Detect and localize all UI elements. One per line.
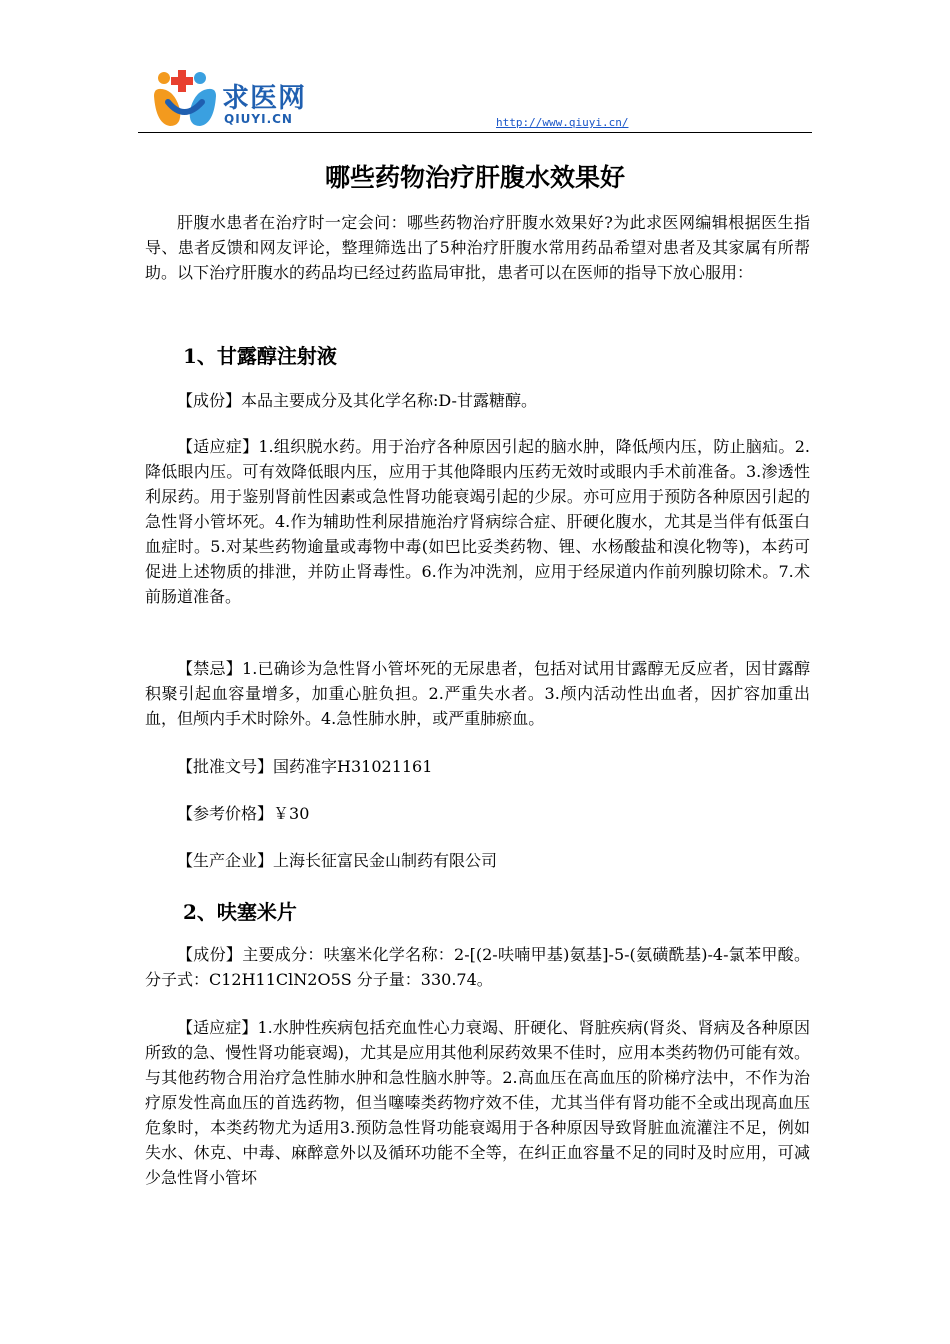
site-logo[interactable] bbox=[150, 66, 330, 132]
indications-label: 【适应症】 bbox=[177, 437, 259, 456]
price-text: ￥30 bbox=[273, 804, 310, 823]
indications-label: 【适应症】 bbox=[177, 1018, 258, 1037]
ingredients-text: 本品主要成分及其化学名称:D-甘露糖醇。 bbox=[241, 391, 537, 410]
logo-mark-icon bbox=[150, 66, 220, 132]
maker-label: 【生产企业】 bbox=[177, 851, 274, 870]
contraindications-text: 1.已确诊为急性肾小管坏死的无尿患者，包括对试用甘露醇无反应者，因甘露醇积聚引起血容量增多，加重心脏负担。2.严重失水者。3.颅内活动性出血者，因扩容加重出血，但颅内手术时除外。4.急性肺水肿，或严重肺瘀血。 bbox=[145, 659, 810, 728]
drug1-approval bbox=[145, 754, 810, 779]
drug1-indications bbox=[145, 434, 810, 609]
logo-chinese-text: 求医网 bbox=[222, 83, 306, 114]
approval-text: 国药准字H31021161 bbox=[273, 757, 433, 776]
drug1-ingredients bbox=[145, 388, 810, 413]
site-url-link[interactable]: http://www.qiuyi.cn/ bbox=[496, 116, 629, 129]
drug1-contraindications bbox=[145, 656, 810, 731]
page-title: 哪些药物治疗肝腹水效果好 bbox=[324, 163, 625, 192]
drug2-ingredients bbox=[145, 942, 810, 992]
drug1-maker bbox=[145, 848, 810, 873]
section-heading-2: 2、呋塞米片 bbox=[183, 900, 297, 924]
indications-text: 1.水肿性疾病包括充血性心力衰竭、肝硬化、肾脏疾病(肾炎、肾病及各种原因所致的急、慢性肾功能衰竭)，尤其是应用其他利尿药效果不佳时，应用本类药物仍可能有效。与其他药物合用治疗急性肺水肿和急性脑水肿等。2.高血压在高血压的阶梯疗法中，不作为治疗原发性高血压的首选药物，但当噻嗪类药物疗效不佳，尤其当伴有肾功能不全或出现高血压危象时，本类药物尤为适用3.预防急性肾功能衰竭用于各种原因导致肾脏血流灌注不足，例如失水、休克、中毒、麻醉意外以及循环功能不全等，在纠正血容量不足的同时及时应用，可减少急性肾小管坏 bbox=[145, 1018, 810, 1187]
logo-english-text: QIUYI.CN bbox=[224, 112, 293, 126]
approval-label: 【批准文号】 bbox=[177, 757, 274, 776]
ingredients-text: 主要成分：呋塞米化学名称：2-[(2-呋喃甲基)氨基]-5-(氨磺酰基)-4-氯苯甲酸。分子式：C12H11ClN2O5S 分子量：330.74。 bbox=[145, 945, 810, 989]
drug1-price bbox=[145, 801, 810, 826]
header-divider bbox=[138, 132, 812, 133]
indications-text: 1.组织脱水药。用于治疗各种原因引起的脑水肿，降低颅内压，防止脑疝。2.降低眼内压。可有效降低眼内压，应用于其他降眼内压药无效时或眼内手术前准备。3.渗透性利尿药。用于鉴别肾前性因素或急性肾功能衰竭引起的少尿。亦可应用于预防各种原因引起的急性肾小管坏死。4.作为辅助性利尿措施治疗肾病综合症、肝硬化腹水，尤其是当伴有低蛋白血症时。5.对某些药物逾量或毒物中毒(如巴比妥类药物、锂、水杨酸盐和溴化物等)，本药可促进上述物质的排泄，并防止肾毒性。6.作为冲洗剂，应用于经尿道内作前列腺切除术。7.术前肠道准备。 bbox=[145, 437, 810, 606]
ingredients-label: 【成份】 bbox=[177, 945, 243, 964]
drug2-indications bbox=[145, 1015, 810, 1190]
contraindications-label: 【禁忌】 bbox=[177, 659, 243, 678]
price-label: 【参考价格】 bbox=[177, 804, 274, 823]
ingredients-label: 【成份】 bbox=[177, 391, 242, 410]
intro-paragraph: 肝腹水患者在治疗时一定会问：哪些药物治疗肝腹水效果好?为此求医网编辑根据医生指导、患者反馈和网友评论，整理筛选出了5种治疗肝腹水常用药品希望对患者及其家属有所帮助。以下治疗肝腹水的药品均已经过药监局审批，患者可以在医师的指导下放心服用： bbox=[145, 213, 810, 282]
section-heading-1: 1、甘露醇注射液 bbox=[183, 344, 337, 368]
maker-text: 上海长征富民金山制药有限公司 bbox=[273, 851, 498, 870]
